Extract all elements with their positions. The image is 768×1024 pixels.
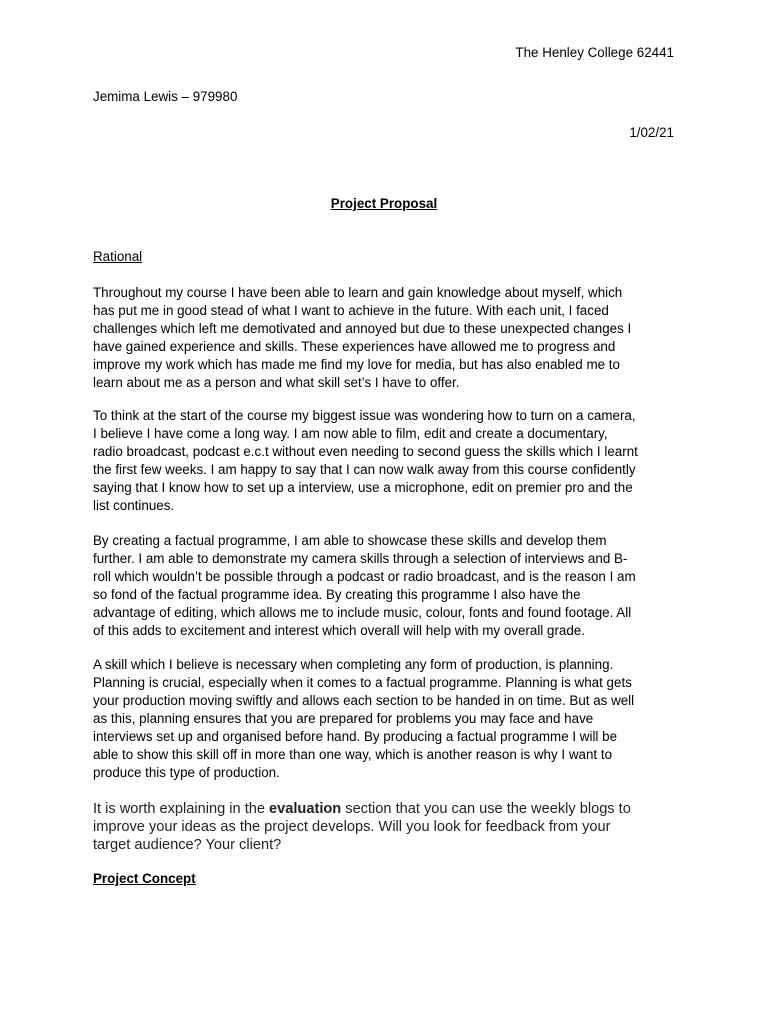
paragraph-line: has put me in good stead of what I want to achieve in the future. With each unit, I faced <box>93 303 609 318</box>
comment-text: It is worth explaining in the <box>93 801 270 817</box>
comment-line <box>93 800 693 818</box>
paragraph-line: able to show this skill off in more than one way, which is another reason is why I want to <box>93 747 613 762</box>
paragraph-line: challenges which left me demotivated and annoyed but due to these unexpected changes I <box>93 321 632 336</box>
student-name: Jemima Lewis – 979980 <box>93 89 238 104</box>
paragraph-line: By creating a factual programme, I am able to showcase these skills and develop them <box>93 533 607 548</box>
paragraph-line: produce this type of production. <box>93 765 280 780</box>
paragraph-line: of this adds to excitement and interest which overall will help with my overall grade. <box>93 623 585 638</box>
document-date: 1/02/21 <box>629 125 674 140</box>
paragraph-line: To think at the start of the course my biggest issue was wondering how to turn on a camera, <box>93 408 636 423</box>
paragraph-line: A skill which I believe is necessary when completing any form of production, is planning. <box>93 657 614 672</box>
paragraph-line: Planning is crucial, especially when it comes to a factual programme. Planning is what gets <box>93 675 632 690</box>
paragraph-line: further. I am able to demonstrate my camera skills through a selection of interviews and B- <box>93 551 628 566</box>
paragraph-line: I believe I have come a long way. I am now able to film, edit and create a documentary, <box>93 426 608 441</box>
paragraph-line: have gained experience and skills. These experiences have allowed me to progress and <box>93 339 616 354</box>
page-title: Project Proposal <box>330 196 438 211</box>
college-header: The Henley College 62441 <box>515 45 674 60</box>
paragraph-line: Throughout my course I have been able to learn and gain knowledge about myself, which <box>93 285 623 300</box>
paragraph-line: as this, planning ensures that you are prepared for problems you may face and have <box>93 711 594 726</box>
comment-line: improve your ideas as the project develops. Will you look for feedback from your <box>93 819 611 835</box>
paragraph-3 <box>93 532 683 640</box>
paragraph-line: learn about me as a person and what skill set’s I have to offer. <box>93 375 460 390</box>
paragraph-line: radio broadcast, podcast e.c.t without even needing to second guess the skills which I learnt <box>93 444 638 459</box>
paragraph-line: the first few weeks. I am happy to say that I can now walk away from this course confidently <box>93 462 636 477</box>
paragraph-1 <box>93 284 683 392</box>
section-heading-project-concept: Project Concept <box>93 871 196 886</box>
paragraph-line: saying that I know how to set up a interview, use a microphone, edit on premier pro and the <box>93 480 633 495</box>
section-heading-rational: Rational <box>93 249 143 264</box>
paragraph-line: improve my work which has made me find my love for media, but has also enabled me to <box>93 357 620 372</box>
comment-line: target audience? Your client? <box>93 837 282 853</box>
paragraph-line: advantage of editing, which allows me to include music, colour, fonts and found footage. All <box>93 605 632 620</box>
paragraph-line: interviews set up and organised before hand. By producing a factual programme I will be <box>93 729 618 744</box>
tutor-comment <box>93 800 693 854</box>
comment-text: section that you can use the weekly blogs to <box>341 801 631 817</box>
comment-emphasis: evaluation <box>269 801 342 817</box>
paragraph-2 <box>93 407 683 515</box>
paragraph-line: list continues. <box>93 498 175 513</box>
paragraph-4 <box>93 656 683 782</box>
paragraph-line: roll which wouldn’t be possible through a podcast or radio broadcast, and is the reason I am <box>93 569 636 584</box>
paragraph-line: so fond of the factual programme idea. By creating this programme I also have the <box>93 587 581 602</box>
paragraph-line: your production moving swiftly and allows each section to be handed in on time. But as well <box>93 693 635 708</box>
